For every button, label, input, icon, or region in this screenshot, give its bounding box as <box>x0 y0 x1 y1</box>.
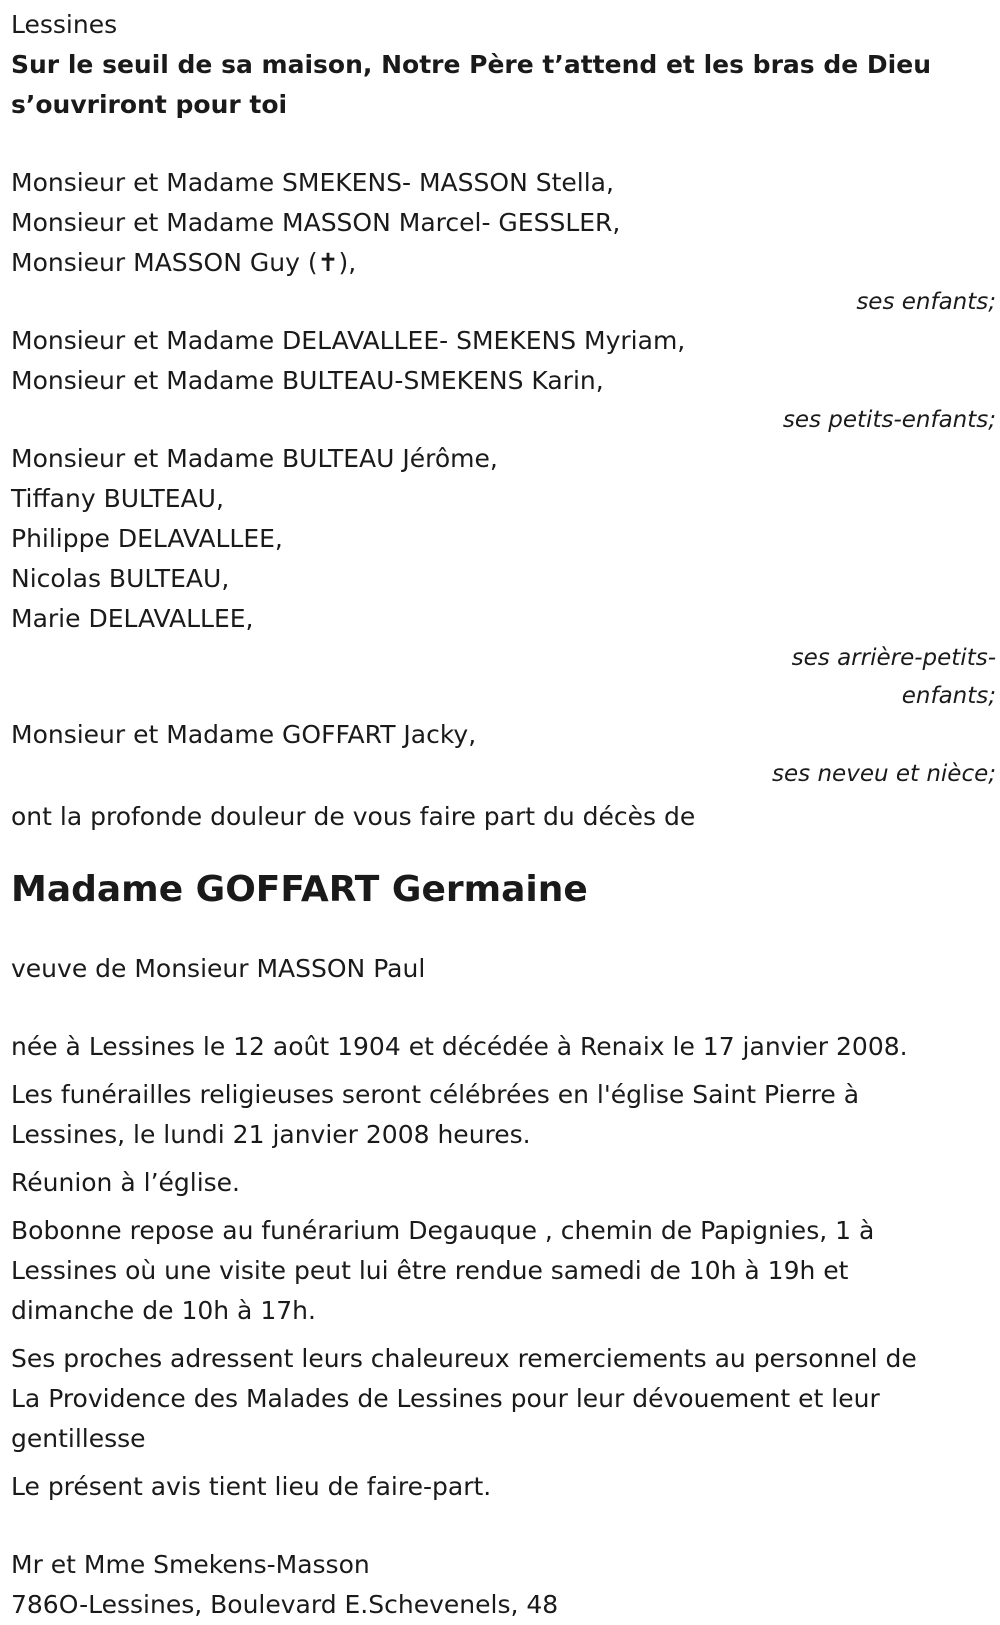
family-name: Monsieur MASSON Guy (✝), <box>11 248 357 277</box>
relation-text: ses neveu et nièce; <box>772 761 996 787</box>
relation-text: ses petits-enfants; <box>782 407 996 433</box>
paragraph-line: Ses proches adressent leurs chaleureux remerciements au personnel de <box>11 1344 917 1373</box>
relation-text: ses enfants; <box>856 289 996 315</box>
family-name: Monsieur et Madame DELAVALLEE- SMEKENS Myriam, <box>11 326 686 355</box>
paragraph-funerarium <box>11 1211 996 1331</box>
relation-label <box>11 283 996 321</box>
spacer <box>11 1507 996 1545</box>
paragraph-line: Bobonne repose au funérarium Degauque , chemin de Papignies, 1 à <box>11 1216 875 1245</box>
widow-of: veuve de Monsieur MASSON Paul <box>11 954 426 983</box>
family-name: Monsieur et Madame GOFFART Jacky, <box>11 720 477 749</box>
deceased-name: Madame GOFFART Germaine <box>11 869 588 910</box>
paragraph-line: Réunion à l’église. <box>11 1168 241 1197</box>
family-name: Monsieur et Madame BULTEAU-SMEKENS Karin, <box>11 366 604 395</box>
relation-label <box>11 755 996 793</box>
paragraph-line: Lessines, le lundi 21 janvier 2008 heures. <box>11 1120 531 1149</box>
family-name: Philippe DELAVALLEE, <box>11 524 283 553</box>
paragraph-line: La Providence des Malades de Lessines pour leur dévouement et leur <box>11 1384 880 1413</box>
relation-text: ses arrière-petits- <box>791 645 996 671</box>
paragraph-line: née à Lessines le 12 août 1904 et décédée à Renaix le 17 janvier 2008. <box>11 1032 908 1061</box>
family-group-great-grandchildren <box>11 439 996 715</box>
verse-line-1: Sur le seuil de sa maison, Notre Père t’attend et les bras de Dieu <box>11 50 931 79</box>
paragraph-line: gentillesse <box>11 1424 146 1453</box>
verse-line-2: s’ouvriront pour toi <box>11 90 288 119</box>
paragraph-line: Lessines où une visite peut lui être rendue samedi de 10h à 19h et <box>11 1256 849 1285</box>
obituary-page <box>11 5 996 1625</box>
relation-label <box>11 401 996 439</box>
spacer <box>11 125 996 163</box>
family-name: Monsieur et Madame MASSON Marcel- GESSLER, <box>11 208 621 237</box>
family-group-nephew-niece <box>11 715 996 793</box>
contact-address: 786O-Lessines, Boulevard E.Schevenels, 48 <box>11 1590 559 1619</box>
family-group-children <box>11 163 996 321</box>
relation-label <box>11 639 996 715</box>
paragraph-line: Les funérailles religieuses seront célébrées en l'église Saint Pierre à <box>11 1080 860 1109</box>
announcement: ont la profonde douleur de vous faire part du décès de <box>11 802 696 831</box>
paragraph-line: Le présent avis tient lieu de faire-part. <box>11 1472 492 1501</box>
family-name: Marie DELAVALLEE, <box>11 604 254 633</box>
family-group-grandchildren <box>11 321 996 439</box>
paragraph-funeral <box>11 1075 996 1155</box>
paragraph-birth-death <box>11 1027 996 1067</box>
location: Lessines <box>11 10 118 39</box>
paragraph-thanks <box>11 1339 996 1459</box>
paragraph-line: dimanche de 10h à 17h. <box>11 1296 316 1325</box>
family-name: Tiffany BULTEAU, <box>11 484 224 513</box>
family-name: Monsieur et Madame BULTEAU Jérôme, <box>11 444 498 473</box>
paragraph-meeting <box>11 1163 996 1203</box>
contact-name: Mr et Mme Smekens-Masson <box>11 1550 370 1579</box>
family-name: Monsieur et Madame SMEKENS- MASSON Stella, <box>11 168 614 197</box>
family-name: Nicolas BULTEAU, <box>11 564 230 593</box>
paragraph-notice <box>11 1467 996 1507</box>
relation-text: enfants; <box>901 683 996 709</box>
spacer <box>11 989 996 1027</box>
